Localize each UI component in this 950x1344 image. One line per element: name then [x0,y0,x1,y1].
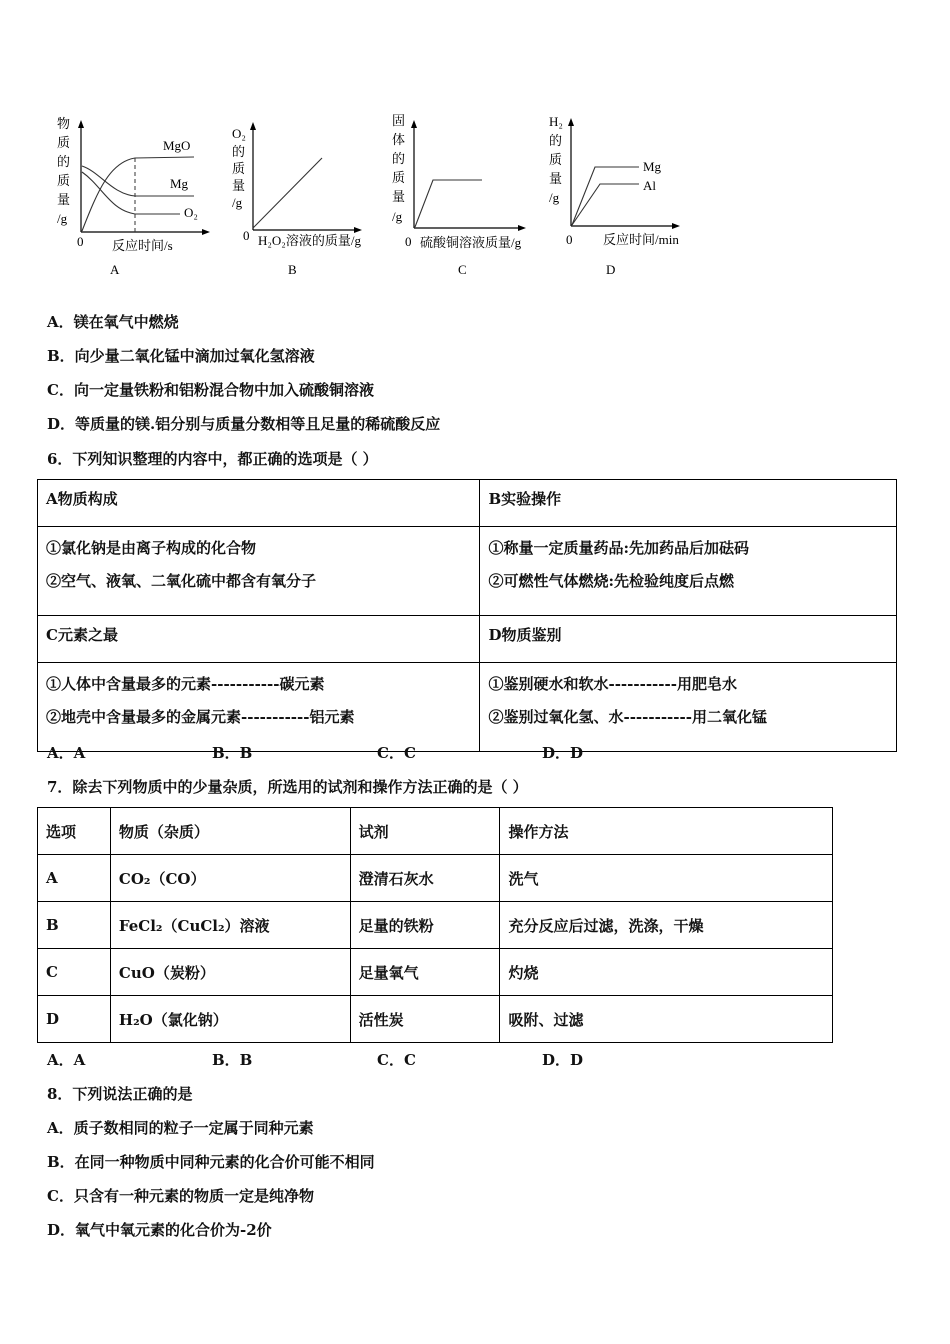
q6-cell-a-title: A物质构成 [38,480,480,527]
fig-a-ylabel-0: 物 [57,116,71,131]
q7-header-method: 操作方法 [500,808,833,855]
q7-choice-d: D．D [542,1051,584,1069]
fig-d-ylabel-4: /g [549,190,560,205]
q7-cell: A [38,855,111,902]
q7-cell: 洗气 [500,855,833,902]
figure-c [392,113,526,277]
fig-a-origin: 0 [77,234,84,249]
q5-option-a: A．镁在氧气中燃烧 [47,313,179,331]
q6-cell-c-title: C元素之最 [38,616,480,663]
fig-d-label-al: Al [643,178,656,193]
q7-cell: D [38,996,111,1043]
q7-table [37,807,833,1043]
q6-cell-a-body [38,527,480,616]
q8-stem: 8．下列说法正确的是 [47,1085,193,1103]
q6-choice-c: C．C [377,744,416,762]
q7-cell: 灼烧 [500,949,833,996]
q7-header-option: 选项 [38,808,111,855]
fig-d-origin: 0 [566,232,573,247]
table-row [38,855,833,902]
q7-cell: C [38,949,111,996]
fig-b-ylabel-2: 质 [232,161,246,176]
q7-cell: 活性炭 [350,996,500,1043]
q6-choice-a: A．A [47,744,86,762]
fig-a-ylabel-1: 质 [57,135,71,150]
q6-choice-d: D．D [542,744,584,762]
q7-cell: FeCl₂（CuCl₂）溶液 [110,902,350,949]
q7-cell: H₂O（氯化钠） [110,996,350,1043]
fig-b-ylabel-1: 的 [232,144,246,159]
fig-d-letter: D [606,262,616,277]
q7-cell: CuO（炭粉） [110,949,350,996]
q6-cell-b-title: B实验操作 [480,480,897,527]
q7-cell: B [38,902,111,949]
fig-d-ylabel-1: 的 [549,133,563,148]
q6-choice-b: B．B [212,744,253,762]
q7-stem: 7．除去下列物质中的少量杂质，所选用的试剂和操作方法正确的是（ ） [47,778,528,796]
fig-c-ylabel-0: 固 [392,113,406,128]
fig-d-ylabel-3: 量 [549,171,563,186]
fig-b-origin: 0 [243,228,250,243]
figure-d [549,114,680,277]
q6-cell-b-line-1: ①称量一定质量药品:先加药品后加砝码 [488,539,750,557]
fig-d-label-mg: Mg [643,159,662,174]
fig-d-ylabel-2: 质 [549,152,563,167]
fig-c-ylabel-3: 质 [392,170,406,185]
fig-a-xlabel: 反应时间/s [112,238,173,253]
fig-d-ylabel-0: H₂ [549,114,563,129]
figure-b [232,122,362,277]
table-row [38,902,833,949]
fig-c-letter: C [458,262,467,277]
fig-d-xlabel: 反应时间/min [603,232,679,247]
q6-cell-a-line-1: ①氯化钠是由离子构成的化合物 [46,539,257,557]
fig-c-xlabel: 硫酸铜溶液质量/g [420,235,522,250]
figure-a [57,116,210,277]
q7-cell: 足量的铁粉 [350,902,500,949]
fig-b-ylabel-3: 量 [232,178,246,193]
q5-option-c: C．向一定量铁粉和铝粉混合物中加入硫酸铜溶液 [47,381,374,399]
fig-a-label-mg: Mg [170,176,189,191]
fig-a-label-mgo: MgO [163,138,191,153]
q7-choice-a: A．A [47,1051,86,1069]
q8-option-c: C．只含有一种元素的物质一定是纯净物 [47,1187,314,1205]
q8-option-d: D．氧气中氧元素的化合价为-2价 [47,1221,272,1239]
q5-option-b: B．向少量二氧化锰中滴加过氧化氢溶液 [47,347,315,365]
q6-cell-c-line-1: ①人体中含量最多的元素-----------碳元素 [46,675,325,693]
q7-choice-b: B．B [212,1051,253,1069]
q7-header-row [38,808,833,855]
q7-header-substance: 物质（杂质） [110,808,350,855]
q6-cell-c-body [38,663,480,752]
q6-cell-b-body [480,527,897,616]
q6-cell-a-line-2: ②空气、液氧、二氧化硫中都含有氧分子 [46,572,317,590]
q6-cell-d-title: D物质鉴别 [480,616,897,663]
q7-cell: 吸附、过滤 [500,996,833,1043]
fig-c-origin: 0 [405,234,412,249]
q8-option-b: B．在同一种物质中同种元素的化合价可能不相同 [47,1153,375,1171]
fig-a-letter: A [110,262,120,277]
q7-header-reagent: 试剂 [350,808,500,855]
q6-cell-d-body [480,663,897,752]
q6-cell-d-line-1: ①鉴别硬水和软水-----------用肥皂水 [488,675,737,693]
fig-c-ylabel-1: 体 [392,132,406,147]
q6-cell-c-line-2: ②地壳中含量最多的金属元素-----------铝元素 [46,708,355,726]
fig-b-ylabel-4: /g [232,195,243,210]
q6-cell-d-line-2: ②鉴别过氧化氢、水-----------用二氧化锰 [488,708,767,726]
fig-a-ylabel-4: 量 [57,192,71,207]
q5-option-d: D．等质量的镁.铝分别与质量分数相等且足量的稀硫酸反应 [47,415,441,433]
fig-a-ylabel-5: /g [57,211,68,226]
fig-c-ylabel-2: 的 [392,151,406,166]
fig-b-ylabel-0: O₂ [232,126,246,141]
fig-c-ylabel-4: 量 [392,189,406,204]
q7-cell: 足量氧气 [350,949,500,996]
fig-c-ylabel-5: /g [392,209,403,224]
q6-cell-b-line-2: ②可燃性气体燃烧:先检验纯度后点燃 [488,572,735,590]
figures-row [0,110,950,285]
q7-cell: 充分反应后过滤，洗涤，干燥 [500,902,833,949]
fig-a-label-o2: O₂ [184,205,198,220]
q7-cell: 澄清石灰水 [350,855,500,902]
fig-b-letter: B [288,262,297,277]
q8-option-a: A．质子数相同的粒子一定属于同种元素 [47,1119,314,1137]
fig-a-ylabel-3: 质 [57,173,71,188]
table-row [38,949,833,996]
q6-table [37,479,897,752]
q6-stem: 6．下列知识整理的内容中，都正确的选项是（ ） [47,450,378,468]
fig-b-xlabel: H₂O₂溶液的质量/g [258,233,361,248]
q7-choice-c: C．C [377,1051,416,1069]
q7-cell: CO₂（CO） [110,855,350,902]
fig-a-ylabel-2: 的 [57,154,71,169]
table-row [38,996,833,1043]
